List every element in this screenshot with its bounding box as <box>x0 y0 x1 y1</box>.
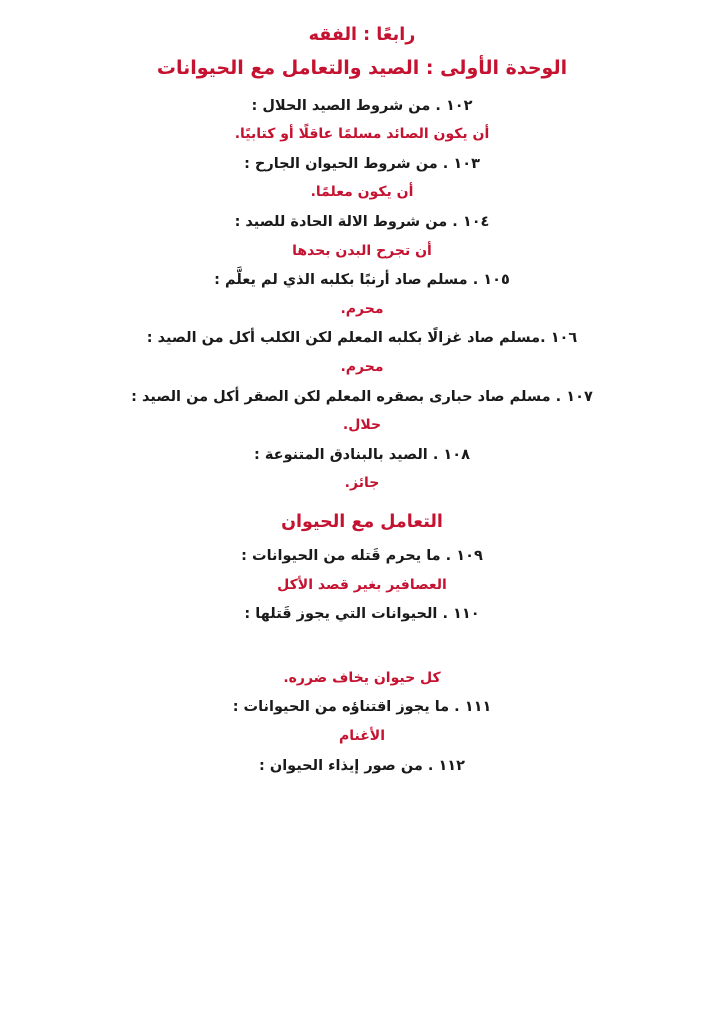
answer-text: أن يكون معلمًا. <box>310 184 414 201</box>
question-text: ١١٢ . من صور إيذاء الحيوان : <box>258 757 466 774</box>
qa-block-106 <box>58 327 666 378</box>
qa-block-110 <box>58 603 666 689</box>
answer-text: محرم. <box>340 358 384 375</box>
answer-text: حلال. <box>342 417 382 433</box>
answer-text: محرم. <box>340 300 384 317</box>
question-text: ١٠٤ . من شروط الالة الحادة للصيد : <box>234 214 490 231</box>
answer-text: أن يكون الصائد مسلمًا عاقلًا أو كتابيًا. <box>234 126 490 143</box>
answer-text: جائز. <box>344 475 380 492</box>
qa-block-103 <box>58 153 666 204</box>
qa-block-111 <box>58 696 666 747</box>
qa-block-102 <box>58 95 666 146</box>
question-text: ١١٠ . الحيوانات التي يجوز قَتلها : <box>244 606 480 623</box>
qa-block-107 <box>58 386 666 437</box>
answer-text: كل حيوان يخاف ضرره. <box>283 669 441 686</box>
question-text: ١٠٧ . مسلم صاد حبارى بصقره المعلم لكن الصقر أكل من الصيد : <box>131 388 593 405</box>
qa-block-112 <box>58 755 666 777</box>
question-text: ١١١ . ما يجوز اقتناؤه من الحيوانات : <box>232 699 492 716</box>
section-title: التعامل مع الحيوان <box>281 511 443 532</box>
page-title: رابعًا : الفقه <box>308 25 416 45</box>
unit-title: الوحدة الأولى : الصيد والتعامل مع الحيوانات <box>156 57 568 80</box>
qa-block-105 <box>58 269 666 320</box>
answer-text: الأغنام <box>338 727 386 744</box>
question-text: ١٠٥ . مسلم صاد أرنبًا بكلبه الذي لم يعلَّم : <box>214 272 510 289</box>
question-text: ١٠٨ . الصيد بالبنادق المتنوعة : <box>254 446 470 463</box>
qa-block-109 <box>58 545 666 596</box>
question-text: ١٠٩ . ما يحرم قَتله من الحيوانات : <box>241 548 483 565</box>
answer-text: العصافير بغير قصد الأكل <box>277 576 447 593</box>
question-text: ١٠٦ .مسلم صاد غزالًا بكلبه المعلم لكن الكلب أكل من الصيد : <box>146 330 578 347</box>
question-text: ١٠٣ . من شروط الحيوان الجارح : <box>244 155 480 172</box>
qa-block-108 <box>58 444 666 495</box>
answer-text: أن تجرح البدن بحدها <box>292 242 432 259</box>
qa-block-104 <box>58 211 666 262</box>
question-text: ١٠٢ . من شروط الصيد الحلال : <box>251 97 473 114</box>
